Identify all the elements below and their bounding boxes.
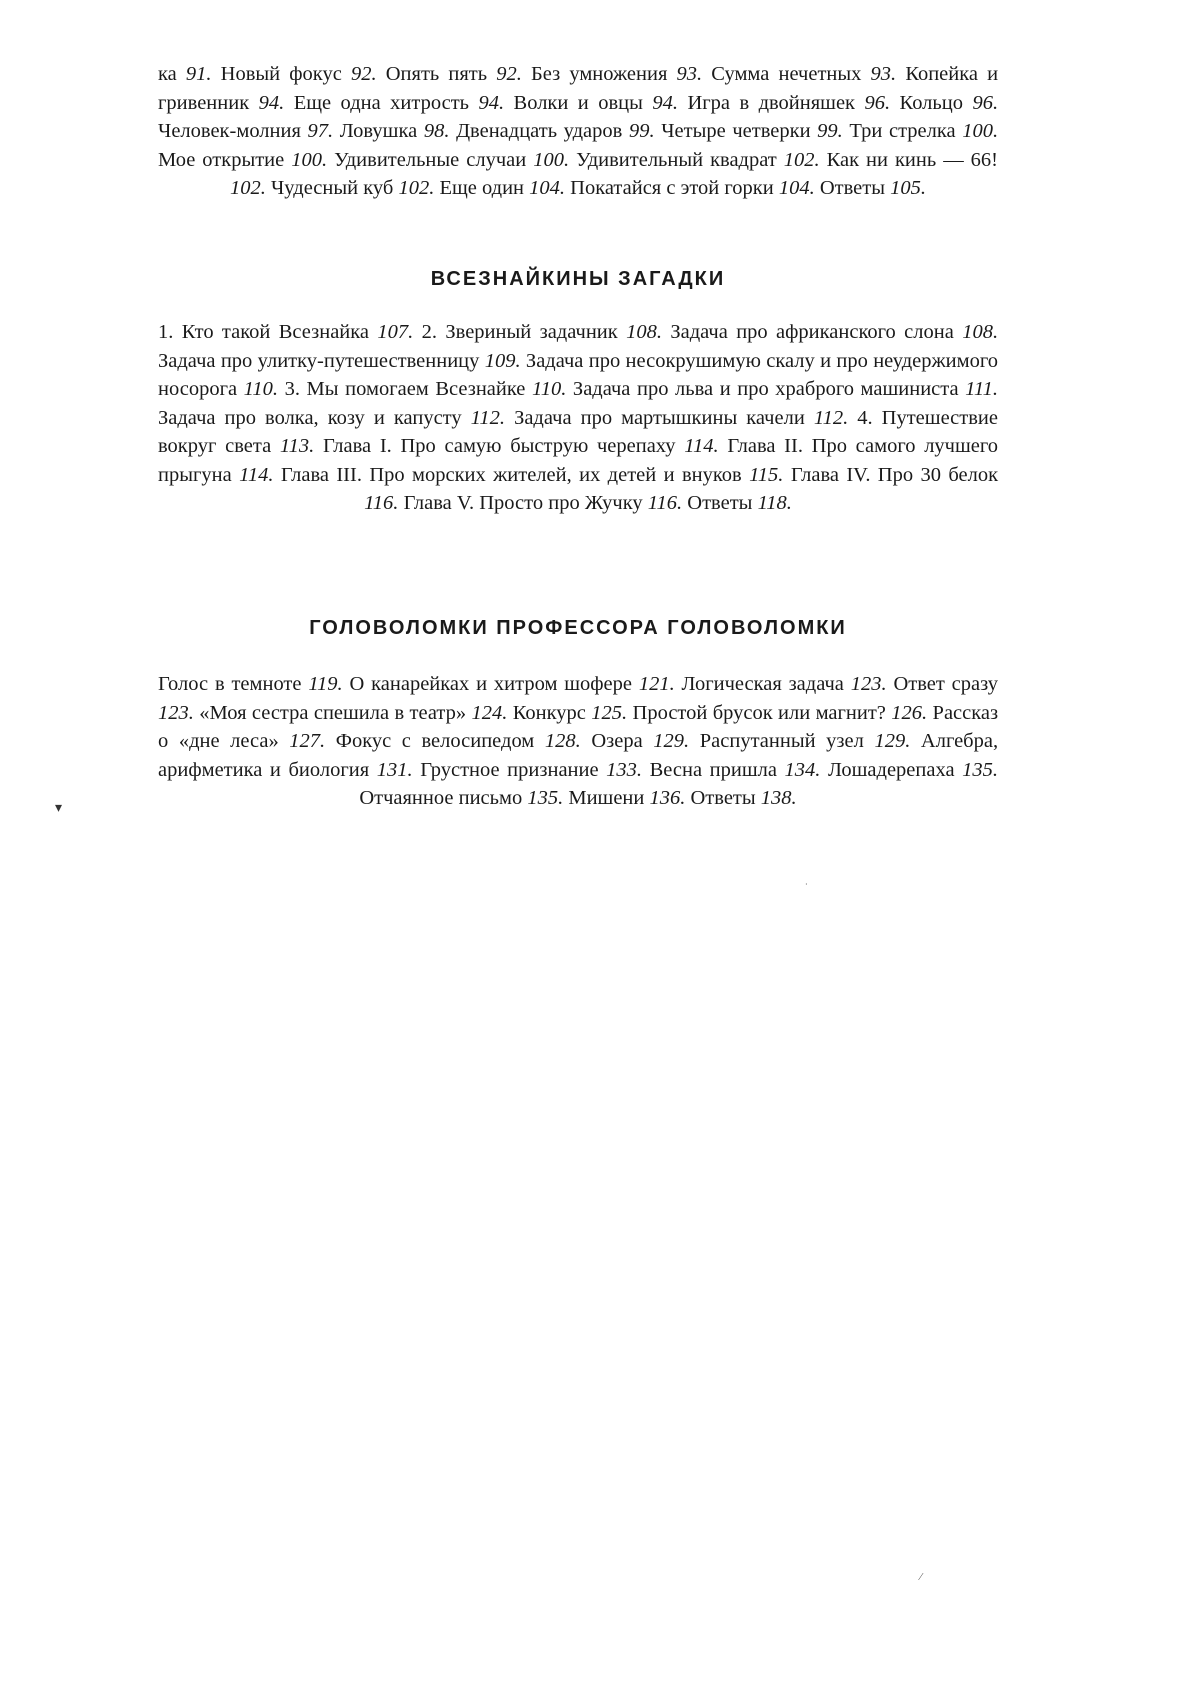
entry-title: Глава V. Просто про Жучку: [403, 492, 643, 514]
contents-entry: [323, 435, 719, 457]
entry-title: 4. Путешествие вокруг света: [158, 406, 998, 457]
page-number: 100.: [533, 148, 570, 171]
entry-title: Еще один: [439, 177, 525, 199]
page-number: 94.: [258, 91, 285, 114]
page-number: 108.: [626, 321, 662, 343]
page-number: 99.: [817, 120, 843, 142]
entry-title: Простой брусок или магнит?: [632, 701, 886, 724]
contents-entry: [573, 378, 998, 400]
entry-title: Голос в темноте: [158, 673, 302, 695]
contents-entry: [340, 120, 450, 142]
entry-title: Три стрелка: [849, 120, 956, 142]
entry-title: Задача про льва и про храброго машиниста: [572, 378, 959, 400]
contents-entry: [670, 321, 998, 343]
page-number: 112.: [813, 406, 849, 429]
page-number: 128.: [544, 730, 581, 752]
contents-entry: [682, 673, 887, 695]
page-number: 104.: [529, 177, 566, 199]
entry-title: Логическая задача: [681, 673, 844, 695]
entry-title: Ответ сразу: [893, 673, 999, 695]
entry-title: 2. Звериный задачник: [421, 321, 618, 343]
page-number: 121.: [638, 673, 675, 695]
entry-title: Задача про несокрушимую скалу и про неудержимого носорога: [158, 349, 999, 400]
contents-entry: [849, 120, 998, 142]
contents-entry: [456, 120, 655, 142]
contents-entry: [334, 149, 569, 171]
entry-title: Как ни кинь — 66!: [826, 148, 999, 171]
page-number: 134.: [784, 758, 821, 781]
contents-entry: [576, 149, 820, 171]
entry-title: Мое открытие: [158, 148, 285, 171]
contents-block-3: [158, 670, 998, 813]
page-number: 135.: [527, 787, 564, 809]
contents-entry: [281, 464, 784, 486]
entry-title: Кольцо: [899, 91, 963, 114]
page-number: 114.: [684, 435, 719, 457]
page-number: 138.: [760, 787, 797, 809]
contents-entry: [386, 63, 522, 85]
contents-entry: [591, 730, 689, 752]
page-number: 114.: [239, 463, 274, 486]
page-number: 110.: [243, 378, 279, 400]
page-number: 100.: [962, 120, 999, 142]
contents-entry: [271, 177, 434, 199]
page-number: 96.: [864, 91, 891, 114]
entry-title: «Моя сестра спешила в театр»: [199, 701, 467, 724]
entry-title: Глава I. Про самую быструю черепаху: [322, 435, 676, 457]
page-number: 124.: [471, 701, 508, 724]
page-number: 109.: [484, 349, 521, 372]
page-number: 119.: [308, 673, 343, 695]
contents-entry: [700, 730, 911, 752]
page-number: 115.: [749, 463, 784, 486]
entry-title: Задача про волка, козу и капусту: [158, 406, 462, 429]
page-number: 92.: [496, 63, 522, 85]
page-number: 112.: [470, 406, 506, 429]
entry-title: Новый фокус: [220, 63, 342, 85]
entry-title: Еще одна хитрость: [293, 91, 470, 114]
entry-title: Удивительные случаи: [334, 148, 527, 171]
entry-title: Без умножения: [531, 63, 668, 85]
contents-entry: [687, 92, 890, 114]
entry-title: 3. Мы помогаем Всезнайке: [284, 378, 526, 400]
contents-entry: [568, 787, 685, 809]
entry-title: Волки и овцы: [513, 91, 643, 114]
contents-entry: [633, 702, 928, 724]
contents-entry: [570, 177, 815, 199]
contents-entry: [900, 92, 999, 114]
page-number: 108.: [962, 321, 999, 343]
page-number: 123.: [850, 673, 887, 695]
page-number: 111.: [965, 378, 998, 400]
page-number: 126.: [891, 701, 928, 724]
entry-title: О канарейках и хитром шофере: [349, 673, 633, 695]
entry-title: Глава III. Про морских жителей, их детей и внуков: [280, 463, 742, 486]
entry-title: Грустное признание: [420, 758, 599, 781]
entry-title: Человек-молния: [158, 120, 301, 142]
page-number: 127.: [289, 730, 326, 752]
contents-entry: [650, 759, 821, 781]
entry-title: Копейка и гривенник: [158, 63, 999, 114]
contents-entry: [158, 407, 505, 429]
entry-title: Алгебра, арифметика и биология: [158, 730, 999, 781]
page-number: 91.: [185, 63, 212, 85]
page-number: 93.: [870, 63, 897, 85]
page-number: 125.: [591, 701, 628, 724]
section-heading-1: ВСЕЗНАЙКИНЫ ЗАГАДКИ: [430, 268, 726, 290]
page-number: 96.: [972, 91, 999, 114]
contents-entry: [158, 321, 413, 343]
page-number: 110.: [531, 378, 567, 400]
page-number: 102.: [783, 148, 820, 171]
entry-title: Рассказ о «дне леса»: [158, 701, 999, 752]
scan-speck: ·: [805, 880, 808, 889]
page-number: 135.: [962, 758, 999, 781]
page-number: 105.: [890, 177, 927, 199]
entry-title: Задача про улитку-путешественницу: [158, 349, 480, 372]
contents-entry: [350, 673, 675, 695]
entry-title: ка: [158, 63, 177, 85]
page-number: 102.: [229, 177, 266, 199]
contents-entry: [691, 787, 797, 809]
page-number: 123.: [158, 701, 194, 724]
page-number: 94.: [478, 91, 505, 114]
contents-block-1: [158, 60, 998, 203]
page-number: 104.: [778, 177, 815, 199]
entry-title: Удивительный квадрат: [576, 148, 777, 171]
entry-title: Озера: [591, 730, 643, 752]
entry-title: Покатайся с этой горки: [570, 177, 774, 199]
scan-speck: ⁄: [920, 1572, 922, 1583]
entry-title: Опять пять: [385, 63, 488, 85]
entry-title: Конкурс: [512, 701, 586, 724]
contents-entry: [158, 120, 333, 142]
entry-title: Двенадцать ударов: [456, 120, 623, 142]
page-number: 118.: [757, 492, 792, 514]
contents-entry: [158, 350, 521, 372]
contents-entry: [199, 702, 507, 724]
page-number: 93.: [676, 63, 703, 85]
entry-title: Глава II. Про самого лучшего прыгуна: [158, 435, 999, 486]
contents-entry: [711, 63, 896, 85]
contents-entry: [221, 63, 377, 85]
entry-title: Игра в двойняшек: [687, 91, 856, 114]
contents-entry: [336, 730, 581, 752]
entry-title: Чудесный куб: [270, 177, 394, 199]
contents-entry: [531, 63, 702, 85]
entry-title: Весна пришла: [649, 758, 777, 781]
page-number: 107.: [377, 321, 414, 343]
contents-entry: [158, 149, 327, 171]
contents-entry: [513, 702, 627, 724]
entry-title: Задача про африканского слона: [670, 321, 954, 343]
page-number: 98.: [423, 120, 450, 142]
page-number: 94.: [652, 91, 678, 114]
page-number: 100.: [291, 148, 328, 171]
entry-title: Ловушка: [339, 120, 418, 142]
scan-speck: ▾: [55, 801, 63, 816]
contents-entry: [439, 177, 565, 199]
contents-entry: [158, 673, 343, 695]
contents-block-2: [158, 318, 998, 518]
contents-entry: [404, 492, 683, 514]
contents-entry: [820, 177, 926, 199]
section-heading-2: ГОЛОВОЛОМКИ ПРОФЕССОРА ГОЛОВОЛОМКИ: [309, 617, 847, 639]
page-number: 92.: [350, 63, 377, 85]
entry-title: Распутанный узел: [699, 730, 864, 752]
contents-entry: [828, 759, 998, 781]
page-number: 129.: [874, 730, 911, 752]
entry-title: Четыре четверки: [661, 120, 811, 142]
contents-entry: [285, 378, 567, 400]
contents-entry: [158, 63, 212, 85]
entry-title: Задача про мартышкины качели: [514, 406, 805, 429]
contents-entry: [687, 492, 792, 514]
page-number: 133.: [606, 758, 643, 781]
contents-entry: [294, 92, 504, 114]
entry-title: Фокус с велосипедом: [335, 730, 535, 752]
page-number: 136.: [649, 787, 686, 809]
page-number: 129.: [653, 730, 690, 752]
entry-title: Ответы: [690, 787, 756, 809]
entry-title: 1. Кто такой Всезнайка: [158, 321, 370, 343]
entry-title: Ответы: [687, 492, 753, 514]
page-number: 113.: [279, 435, 315, 457]
page-number: 97.: [307, 120, 334, 142]
contents-entry: [359, 787, 563, 809]
entry-title: Ответы: [819, 177, 886, 199]
page-number: 116.: [364, 492, 399, 514]
entry-title: Отчаянное письмо: [359, 787, 523, 809]
entry-title: Лошадерепаха: [828, 758, 955, 781]
contents-entry: [420, 759, 642, 781]
page-number: 102.: [398, 177, 435, 199]
page-number: 131.: [376, 758, 413, 781]
entry-title: Глава IV. Про 30 белок: [790, 463, 999, 486]
contents-entry: [514, 92, 678, 114]
entry-title: Сумма нечетных: [711, 63, 862, 85]
contents-entry: [514, 407, 848, 429]
contents-entry: [422, 321, 662, 343]
contents-entry: [661, 120, 843, 142]
page-number: 99.: [628, 120, 655, 142]
entry-title: Мишени: [568, 787, 645, 809]
page-number: 116.: [647, 492, 683, 514]
